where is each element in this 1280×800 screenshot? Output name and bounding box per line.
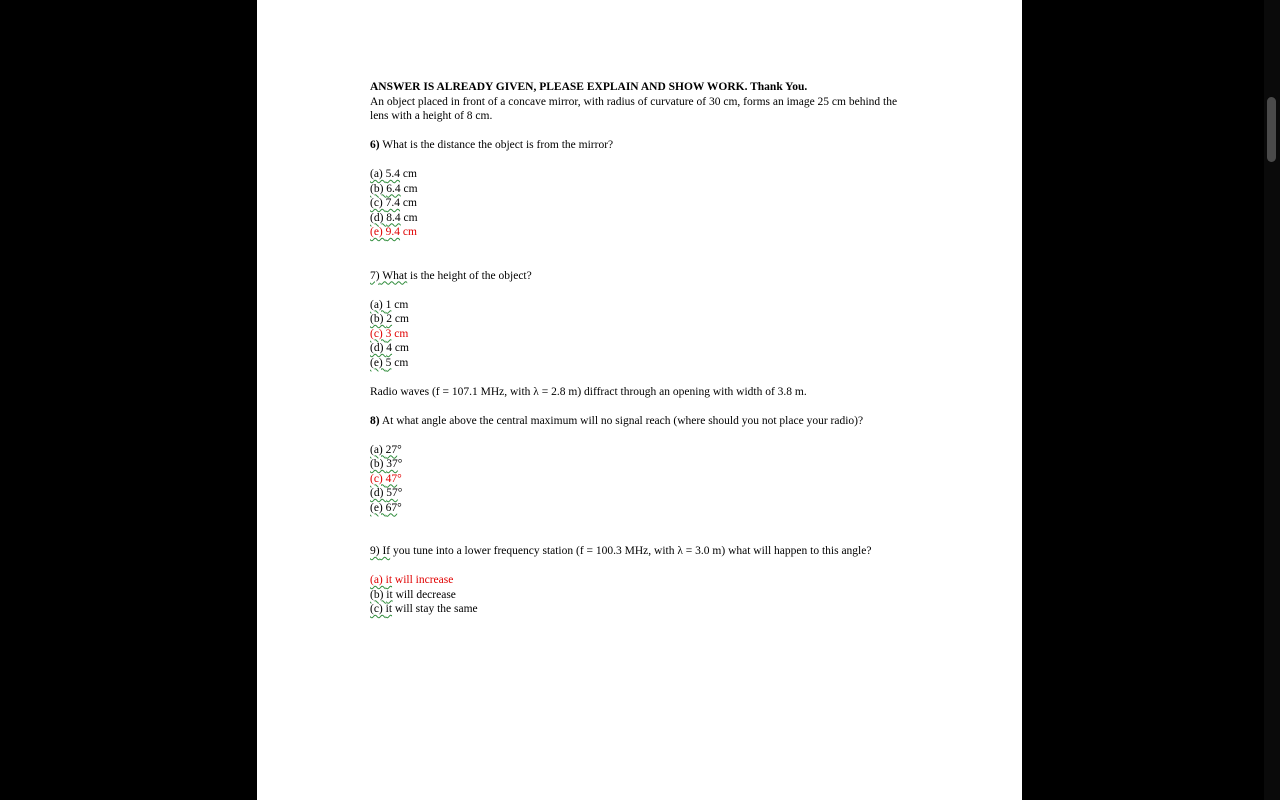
q9-option-b: (b) it will decrease <box>370 588 456 601</box>
question-8: 8) At what angle above the central maximum will no signal reach (where should you not place your radio)? <box>370 414 864 427</box>
question-6: 6) What is the distance the object is from the mirror? <box>370 139 614 151</box>
problem-intro: An object placed in front of a concave mirror, with radius of curvature of 30 cm, forms an image 25 cm behind the lens with a height of 8 cm. <box>370 95 898 122</box>
q7-option-a: (a) 1 cm <box>370 298 409 311</box>
q6-option-e-answer: (e) 9.4 cm <box>370 226 417 238</box>
q7-option-d: (d) 4 cm <box>370 342 409 354</box>
q8-option-c-answer: (c) 47° <box>370 472 402 485</box>
q8-option-b: (b) 37° <box>370 458 403 470</box>
q6-option-a: (a) 5.4 cm <box>370 168 417 180</box>
q8-option-a: (a) 27° <box>370 443 402 456</box>
vertical-scrollbar[interactable] <box>1264 0 1280 800</box>
q8-option-d: (d) 57° <box>370 487 403 499</box>
q7-option-b: (b) 2 cm <box>370 313 409 325</box>
q6-option-b: (b) 6.4 cm <box>370 182 418 195</box>
q9-option-c: (c) it will stay the same <box>370 603 478 615</box>
q9-option-a-answer: (a) it will increase <box>370 574 454 586</box>
document-content <box>370 80 915 617</box>
document-heading: ANSWER IS ALREADY GIVEN, PLEASE EXPLAIN AND SHOW WORK. Thank You. <box>370 81 808 93</box>
radio-intro: Radio waves (f = 107.1 MHz, with λ = 2.8 m) diffract through an opening with width of 3.8 m. <box>370 385 807 398</box>
question-7: 7) What is the height of the object? <box>370 269 532 282</box>
document-page <box>257 0 1022 800</box>
q6-option-d: (d) 8.4 cm <box>370 211 418 224</box>
q7-option-c-answer: (c) 3 cm <box>370 327 409 340</box>
question-9: 9) If you tune into a lower frequency station (f = 100.3 MHz, with λ = 3.0 m) what will happen to this angle? <box>370 545 872 557</box>
q7-option-e: (e) 5 cm <box>370 356 409 369</box>
q8-option-e: (e) 67° <box>370 501 402 514</box>
q6-option-c: (c) 7.4 cm <box>370 197 417 209</box>
scrollbar-thumb[interactable] <box>1267 97 1276 162</box>
